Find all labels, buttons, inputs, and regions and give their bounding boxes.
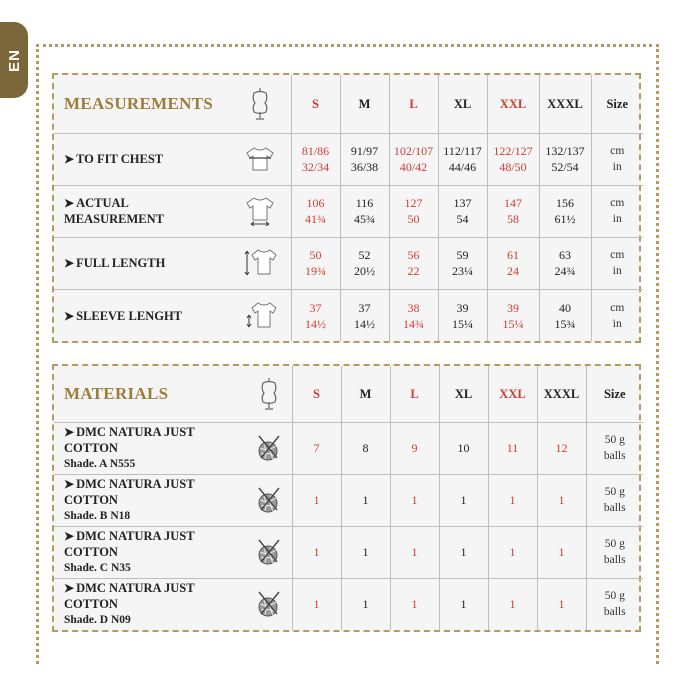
unit-header: Size	[591, 75, 643, 133]
measurements-panel	[52, 73, 641, 343]
arrow-icon: ➤	[64, 477, 75, 492]
yarn-name: DMC NATURA JUST COTTON	[64, 581, 195, 612]
row-label: SLEEVE LENGHT	[76, 308, 183, 323]
size-xxl: XXL	[488, 366, 537, 422]
size-xxxl: XXXL	[539, 75, 591, 133]
sleeve-sweater-icon	[230, 290, 291, 341]
arrow-icon: ➤	[64, 196, 75, 211]
size-xxxl: XXXL	[537, 366, 586, 422]
row-label: FULL LENGTH	[76, 256, 166, 271]
materials-title: MATERIALS	[54, 366, 246, 422]
material-row: ➤ DMC NATURA JUST COTTON Shade. B N18 1 1 1 1 1 1 50 g balls	[54, 474, 643, 526]
yarn-ball-icon	[246, 422, 292, 474]
row-label: TO FIT CHEST	[76, 152, 164, 167]
measurement-row: ➤ ACTUAL MEASUREMENT 106 41¾ 116 45¾ 127 50 137 54 147 58 156 61½ cm in	[54, 185, 643, 237]
arrow-icon: ➤	[64, 529, 75, 544]
material-row: ➤ DMC NATURA JUST COTTON Shade. A N555 7 8 9 10 11 12 50 g balls	[54, 422, 643, 474]
size-xxl: XXL	[487, 75, 539, 133]
width-sweater-icon	[230, 185, 291, 237]
language-tab[interactable]	[0, 22, 28, 98]
size-l: L	[390, 366, 439, 422]
yarn-name: DMC NATURA JUST COTTON	[64, 477, 195, 508]
language-label: EN	[5, 48, 23, 72]
mannequin-icon	[246, 366, 292, 422]
measurement-row: ➤ SLEEVE LENGHT 37 14½ 37 14½ 38 14¾ 39 15¼ 39 15¼ 40 15¾ cm in	[54, 290, 643, 341]
material-row: ➤ DMC NATURA JUST COTTON Shade. D N09 1 1 1 1 1 1 50 g balls	[54, 578, 643, 630]
materials-table	[54, 366, 643, 630]
measurements-title: MEASUREMENTS	[54, 75, 230, 133]
arrow-icon: ➤	[64, 308, 75, 323]
arrow-icon: ➤	[64, 581, 75, 596]
unit-header: Size	[586, 366, 643, 422]
size-s: S	[291, 75, 340, 133]
shade-code: Shade. C N35	[64, 562, 131, 575]
size-m: M	[341, 366, 390, 422]
measurements-header-row	[54, 75, 643, 133]
row-label: ACTUAL MEASUREMENT	[64, 196, 165, 227]
size-s: S	[292, 366, 341, 422]
size-m: M	[340, 75, 389, 133]
arrow-icon: ➤	[64, 256, 75, 271]
yarn-ball-icon	[246, 526, 292, 578]
shade-code: Shade. D N09	[64, 614, 131, 627]
materials-panel	[52, 364, 641, 632]
arrow-icon: ➤	[64, 152, 75, 167]
chest-sweater-icon	[230, 133, 291, 185]
materials-header-row	[54, 366, 643, 422]
material-row: ➤ DMC NATURA JUST COTTON Shade. C N35 1 1 1 1 1 1 50 g balls	[54, 526, 643, 578]
yarn-ball-icon	[246, 578, 292, 630]
measurement-row: ➤ TO FIT CHEST 81/86 32/34 91/97 36/38 102/107 40/42 112/117 44/46 122/127 48/50 132/137 52/54 cm in	[54, 133, 643, 185]
shade-code: Shade. A N555	[64, 458, 136, 471]
length-sweater-icon	[230, 237, 291, 289]
mannequin-icon	[230, 75, 291, 133]
yarn-ball-icon	[246, 474, 292, 526]
yarn-name: DMC NATURA JUST COTTON	[64, 425, 195, 456]
yarn-name: DMC NATURA JUST COTTON	[64, 529, 195, 560]
measurement-row: ➤ FULL LENGTH 50 19¾ 52 20½ 56 22 59 23¼ 61 24 63 24¾ cm in	[54, 237, 643, 289]
arrow-icon: ➤	[64, 425, 75, 440]
size-xl: XL	[438, 75, 487, 133]
measurements-table	[54, 75, 643, 341]
size-l: L	[389, 75, 438, 133]
shade-code: Shade. B N18	[64, 510, 131, 523]
size-xl: XL	[439, 366, 488, 422]
